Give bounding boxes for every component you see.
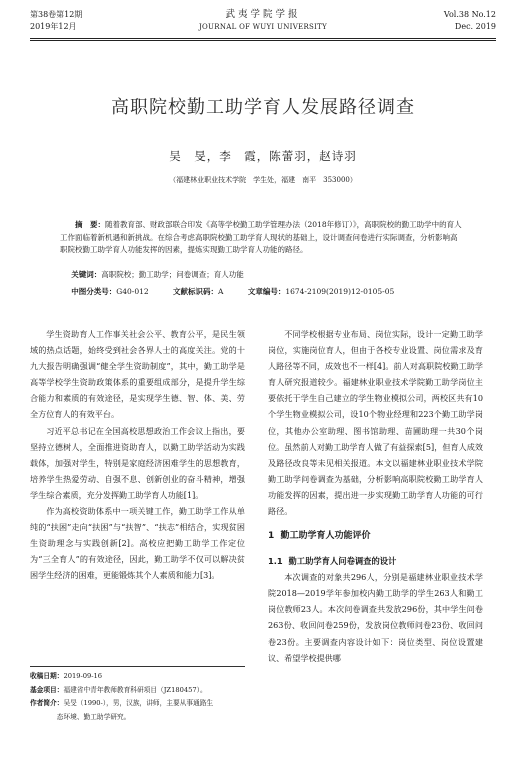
received-date: 2019-09-16: [63, 672, 102, 680]
article-number-label: 文章编号：: [247, 287, 286, 296]
fund-text: 福建省中青年教师教育科研项目（JZ180457）。: [63, 685, 207, 694]
volume-issue-en: Vol.38 No.12: [443, 10, 496, 19]
footnote-received: [30, 670, 245, 684]
body-paragraph: 不同学校根据专业布局、岗位实际，设计一定勤工助学岗位，实施岗位育人，但由于各校专业设置、岗位需求及育人路径等不同，成效也不一样[4]。前人对高职院校勤工助学育人研究报道较少。福建林业职业技术学院勤工助学岗位主要依托于学生自己建立的学生物业模拟公司，两校区共有10个学生物业模拟公司，设10个物业经理和223个勤工助学岗位，其他办公室助理、图书馆助理、苗圃助理一共30个岗位。虽然前人对勤工助学育人做了有益探索[5]，但育人成效及路径改良等未见相关报道。本文以福建林业职业技术学院勤工助学问卷调查为基础，分析影响高职院校勤工助学育人功能发挥的因素，提出进一步实现勤工助学育人功能的可行路径。: [268, 329, 483, 517]
author-affiliation: （福建林业职业技术学院 学生处，福建 南平 353000）: [169, 176, 357, 184]
clc-label: 中图分类号：: [71, 287, 117, 296]
subsection-title: 勤工助学育人问卷调查的设计: [288, 556, 397, 567]
author-bio-label: 作者简介：: [30, 699, 64, 707]
section-heading-1-1: [268, 553, 483, 569]
issue-date-cn: 2019年12月: [30, 22, 77, 31]
section-title: 勤工助学育人功能评价: [280, 531, 371, 542]
section-number: 1: [268, 531, 275, 542]
journal-name-cn: 武夷学院学报: [225, 9, 301, 20]
subsection-number: 1.1: [268, 556, 283, 567]
article-number: 1674-2109(2019)12-0105-05: [285, 287, 395, 296]
author-bio-continued: 态环境、勤工助学研究。: [56, 712, 131, 721]
body-column-right: [268, 326, 483, 666]
author-bio: 吴旻（1990-），男，汉族，讲师，主要从事通路生: [63, 699, 214, 707]
footnote-rule: [30, 666, 245, 667]
paper-authors: 吴 旻，李 霞，陈蕾羽，赵诗羽: [169, 149, 357, 163]
fund-label: 基金项目：: [30, 685, 64, 694]
header-rule-top: [30, 38, 496, 39]
classification-line: [60, 286, 464, 298]
body-column-left: [30, 326, 245, 584]
header-center: [30, 9, 496, 33]
clc-number: G40-012: [116, 287, 149, 296]
body-paragraph: 作为高校资助体系中一项关键工作，勤工助学工作从单纯的“扶困”走向“扶困”与“扶智”、“扶志”相结合，实现贫困生资助理念与实践创新[2]。高校应把勤工助学工作定位为“三全育人”的有效途径，因此，勤工助学不仅可以解决贫困学生经济的困难，更能锻炼其个人素质和能力[3]。: [30, 506, 245, 581]
journal-name-en: JOURNAL OF WUYI UNIVERSITY: [198, 23, 328, 31]
doc-code-label: 文献标识码：: [173, 287, 219, 296]
footnote-author: [30, 697, 245, 711]
received-label: 收稿日期：: [30, 672, 64, 680]
header-right: [444, 9, 496, 33]
volume-issue: 第38卷第12期: [30, 10, 83, 19]
footnote-fund: [30, 684, 245, 698]
section-heading-1: [268, 527, 483, 545]
abstract-label: 摘 要：: [75, 220, 105, 229]
abstract: [60, 219, 464, 257]
body-paragraph: 学生资助育人工作事关社会公平、教育公平，是民生领域的热点话题，始终受到社会各界人士的高度关注。党的十九大报告明确强调“健全学生资助制度”，其中，勤工助学是高等学校学生资助政策体系的重要组成部分，是提升学生综合能力和素质的有效途径，是实现学生德、智、体、美、劳全方位育人的有效平台。: [30, 329, 245, 420]
header-rule-bottom: [30, 40, 496, 41]
paper-title: 高职院校勤工助学育人发展路径调查: [111, 97, 415, 118]
keywords-text: 高职院校；勤工助学；问卷调查；育人功能: [101, 270, 244, 279]
body-paragraph: 习近平总书记在全国高校思想政治工作会议上指出，要坚持立德树人，全面推进资助育人，以勤工助学活动为实践载体，加强对学生，特别是家庭经济困难学生的思想教育，培养学生热爱劳动、自强不息、创新创业的奋斗精神，增强学生综合素质，充分发挥勤工助学育人功能[1]。: [30, 425, 245, 500]
body-paragraph: 本次调查的对象共296人，分别是福建林业职业技术学院2018—2019学年参加校内勤工助学的学生263人和勤工岗位教师23人。本次问卷调查共发放296份，其中学生问卷263份、收回问卷259份，发放岗位教师问卷23份、收回问卷23份。主要调查内容设计如下：岗位类型、岗位设置建议、希望学校提供哪: [268, 572, 483, 663]
issue-date-en: Dec. 2019: [454, 22, 496, 31]
keywords: [60, 269, 464, 281]
doc-code: A: [218, 287, 224, 296]
footnotes: [30, 670, 245, 724]
keywords-label: 关键词：: [71, 270, 102, 279]
abstract-text: 随着教育部、财政部联合印发《高等学校勤工助学管理办法（2018年修订）》，高职院校的勤工助学中的育人工作面临着新机遇和新挑战。在综合考虑高职院校勤工助学育人现状的基础上，设计调查问卷进行实际调查，分析影响高职院校勤工助学育人功能发挥的因素，提炼实现勤工助学育人功能的路径。: [60, 220, 462, 254]
